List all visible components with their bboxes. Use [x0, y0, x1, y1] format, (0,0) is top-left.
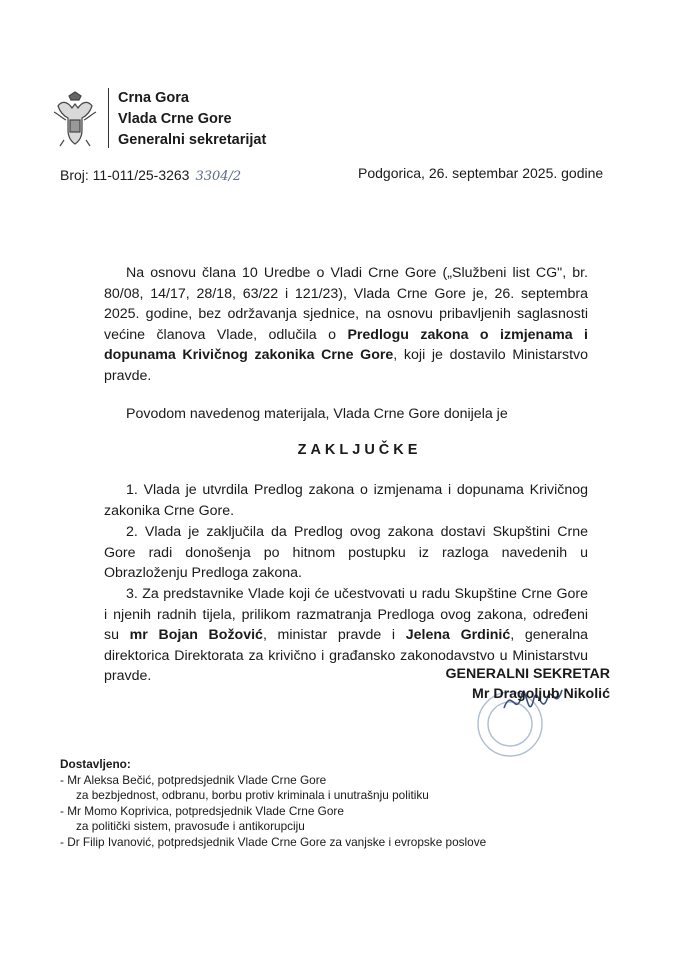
intro-text-start: Na osnovu člana 10 Uredbe o Vladi Crne Gore („Službeni list CG", br. 80/08, 14/17, 28/18, 63/22 i 121/23), Vlada Crne Gore je, 26. septembra 2025. godine, bez održavanja sjednice, na osnovu pribavljenih saglasnosti većine članova Vlade, odlučila o — [104, 265, 588, 343]
intro-paragraph — [104, 263, 588, 386]
reference-number — [60, 167, 241, 184]
conclusion-item-3-text-a: 3. Za predstavnike Vlade koji će učestvovati u radu Skupštine Crne Gore i njenih radnih tijela, prilikom razmatranja Predloga ovog zakona, određeni su — [104, 586, 588, 643]
distribution-line: - Mr Momo Koprivica, potpredsjednik Vlade Crne Gore — [60, 803, 344, 818]
conclusion-item-3-text-c: , generalna direktorica Direktorata za krivično i građansko zakonodavstvo u Ministarstvu pravde. — [104, 627, 589, 684]
distribution-line: za bezbjednost, odbranu, borbu protiv kriminala i unutrašnju politiku — [76, 788, 429, 802]
issuer-header — [118, 88, 266, 151]
reference-number-printed: Broj: 11-011/25-3263 — [60, 167, 190, 183]
header-government: Vlada Crne Gore — [118, 111, 232, 127]
conclusion-item-3-text-b: , ministar pravde i — [262, 627, 406, 643]
coat-of-arms-icon — [52, 90, 98, 148]
header-secretariat: Generalni sekretarijat — [118, 132, 267, 148]
conclusion-item-1-text: 1. Vlada je utvrdila Predlog zakona o izmjenama i dopunama Krivičnog zakonika Crne Gore. — [104, 482, 588, 519]
conclusion-item-2 — [104, 522, 588, 584]
conclusion-item-3-director: Jelena Grdinić — [405, 627, 511, 643]
signature-block — [420, 664, 610, 704]
header-divider — [108, 88, 109, 148]
distribution-line: - Mr Aleksa Bečić, potpredsjednik Vlade Crne Gore — [60, 772, 327, 787]
signature-name: Mr Dragoljub Nikolić — [472, 686, 610, 702]
decision-intro — [104, 404, 588, 425]
distribution-list — [60, 757, 620, 850]
distribution-title: Dostavljeno: — [60, 757, 131, 771]
decision-intro-text: Povodom navedenog materijala, Vlada Crne Gore donijela je — [126, 406, 508, 422]
conclusion-item-1 — [104, 480, 588, 521]
conclusion-item-2-text: 2. Vlada je zaključila da Predlog ovog zakona dostavi Skupštini Crne Gore radi donošenja po hitnom postupku iz razloga navedenih u Obrazloženju Predloga zakona. — [104, 524, 588, 581]
conclusions-heading: ZAKLJUČKE — [297, 442, 422, 458]
document-date: Podgorica, 26. septembar 2025. godine — [358, 165, 604, 181]
intro-text-end: , koji je dostavilo Ministarstvo pravde. — [104, 347, 589, 384]
reference-number-handwritten: 3304/2 — [195, 169, 242, 184]
signature-title: GENERALNI SEKRETAR — [445, 666, 610, 682]
distribution-line: za politički sistem, pravosuđe i antikorupciju — [76, 819, 305, 833]
intro-bold-subject: Predlogu zakona o izmjenama i dopunama Krivičnog zakonika Crne Gore — [104, 326, 588, 363]
distribution-line: - Dr Filip Ivanović, potpredsjednik Vlade Crne Gore za vanjske i evropske poslove — [60, 834, 487, 849]
header-country: Crna Gora — [118, 90, 189, 106]
conclusion-item-3-minister: mr Bojan Božović — [129, 627, 263, 643]
